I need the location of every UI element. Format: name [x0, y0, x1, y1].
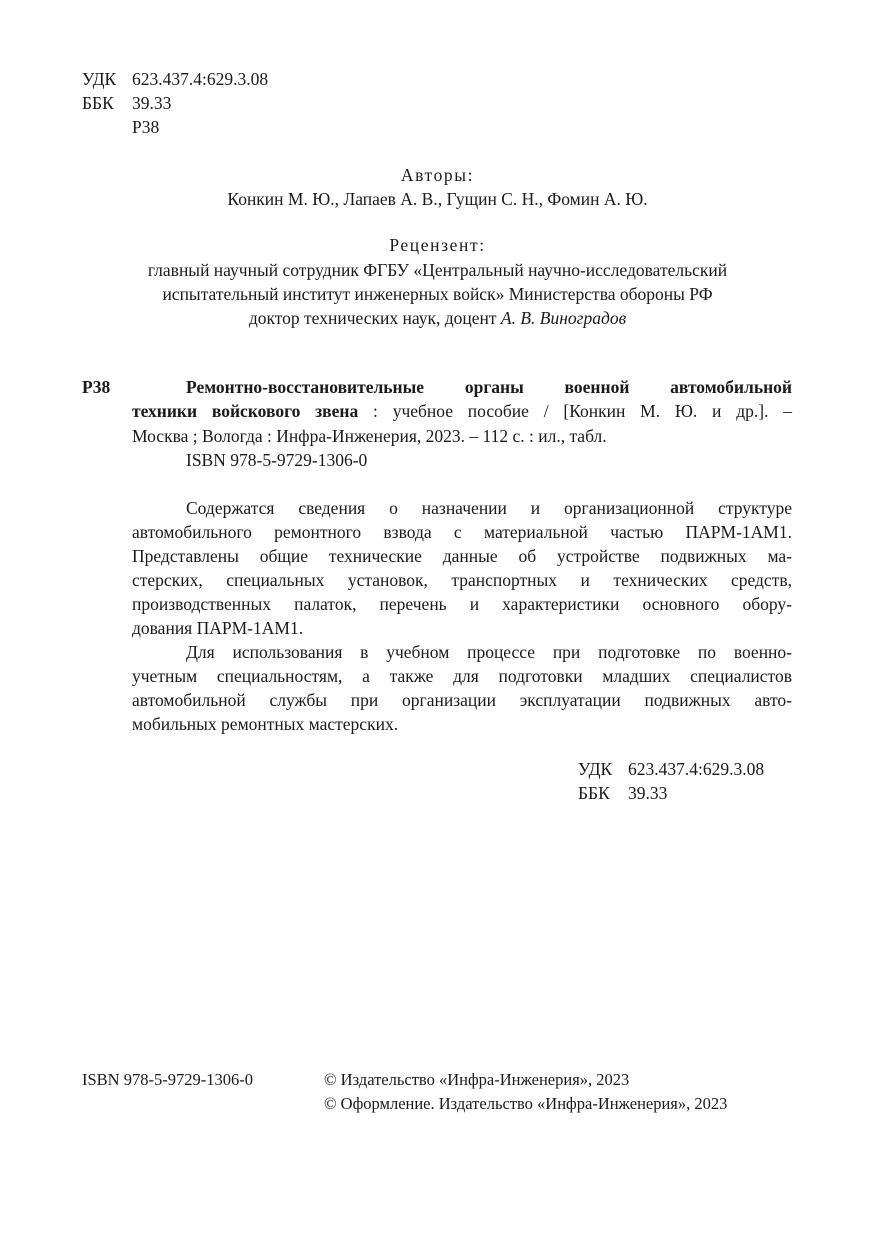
- bib-title-end: техники войскового звена: [132, 401, 359, 421]
- footer-udk-label: УДК: [578, 759, 613, 779]
- bbk-line: [82, 91, 171, 115]
- footer-isbn: ISBN 978-5-9729-1306-0: [82, 1070, 253, 1089]
- abstract-p1-line-4: стерских, специальных установок, транспортных и технических средств,: [132, 570, 792, 590]
- abstract-p2-line-4: мобильных ремонтных мастерских.: [132, 714, 399, 734]
- reviewer-degree: доктор технических наук, доцент: [248, 308, 497, 328]
- author-mark: Р38: [132, 117, 160, 137]
- footer-udk-value: 623.437.4:629.3.08: [628, 759, 765, 779]
- abstract-p2-line-1: Для использования в учебном процессе при подготовке по военно-: [186, 642, 792, 662]
- abstract-p2-line-2: учетным специальностям, а также для подготовки младших специалистов: [132, 666, 792, 686]
- bbk-value: 39.33: [132, 93, 172, 113]
- bib-details-1: : учебное пособие / [Конкин М. Ю. и др.]. –: [373, 401, 792, 421]
- reviewer-line-2: испытательный институт инженерных войск» Министерства обороны РФ: [162, 284, 713, 304]
- reviewer-heading: Рецензент:: [389, 235, 486, 255]
- udk-value: 623.437.4:629.3.08: [132, 69, 269, 89]
- bib-title-line-2: [132, 399, 792, 423]
- bib-mark: Р38: [82, 377, 111, 397]
- abstract-p1-line-5: производственных палаток, перечень и характеристики основного обору-: [132, 594, 792, 614]
- abstract-p1-line-3: Представлены общие технические данные об устройстве подвижных ма-: [132, 546, 792, 566]
- reviewer-line-1: главный научный сотрудник ФГБУ «Центральный научно-исследовательский: [147, 260, 728, 280]
- footer-bbk-value: 39.33: [628, 783, 668, 803]
- authors-names: Конкин М. Ю., Лапаев А. В., Гущин С. Н., Фомин А. Ю.: [227, 189, 648, 209]
- abstract-p2-line-3: автомобильной службы при организации эксплуатации подвижных авто-: [132, 690, 792, 710]
- reviewer-name: А. В. Виноградов: [500, 308, 627, 328]
- udk-label: УДК: [82, 69, 117, 89]
- bib-title-line-1: Ремонтно-восстановительные органы военной автомобильной: [186, 377, 792, 397]
- bib-details-2: Москва ; Вологда : Инфра-Инженерия, 2023. – 112 с. : ил., табл.: [132, 426, 607, 446]
- udk-line: [82, 67, 268, 91]
- copyright-design: © Оформление. Издательство «Инфра-Инженерия», 2023: [324, 1094, 728, 1113]
- authors-heading: Авторы:: [400, 165, 475, 185]
- abstract-p1-line-1: Содержатся сведения о назначении и организационной структуре: [186, 498, 792, 518]
- bbk-label: ББК: [82, 93, 114, 113]
- footer-bbk-label: ББК: [578, 783, 610, 803]
- footer-bbk-line: [578, 781, 667, 805]
- abstract-p1-line-6: дования ПАРМ-1АМ1.: [132, 618, 304, 638]
- copyright-publisher: © Издательство «Инфра-Инженерия», 2023: [324, 1070, 630, 1089]
- bib-isbn: ISBN 978-5-9729-1306-0: [186, 450, 368, 470]
- footer-udk-line: [578, 757, 764, 781]
- reviewer-line-3: [0, 306, 875, 330]
- abstract-p1-line-2: автомобильного ремонтного взвода с материальной частью ПАРМ-1АМ1.: [132, 522, 792, 542]
